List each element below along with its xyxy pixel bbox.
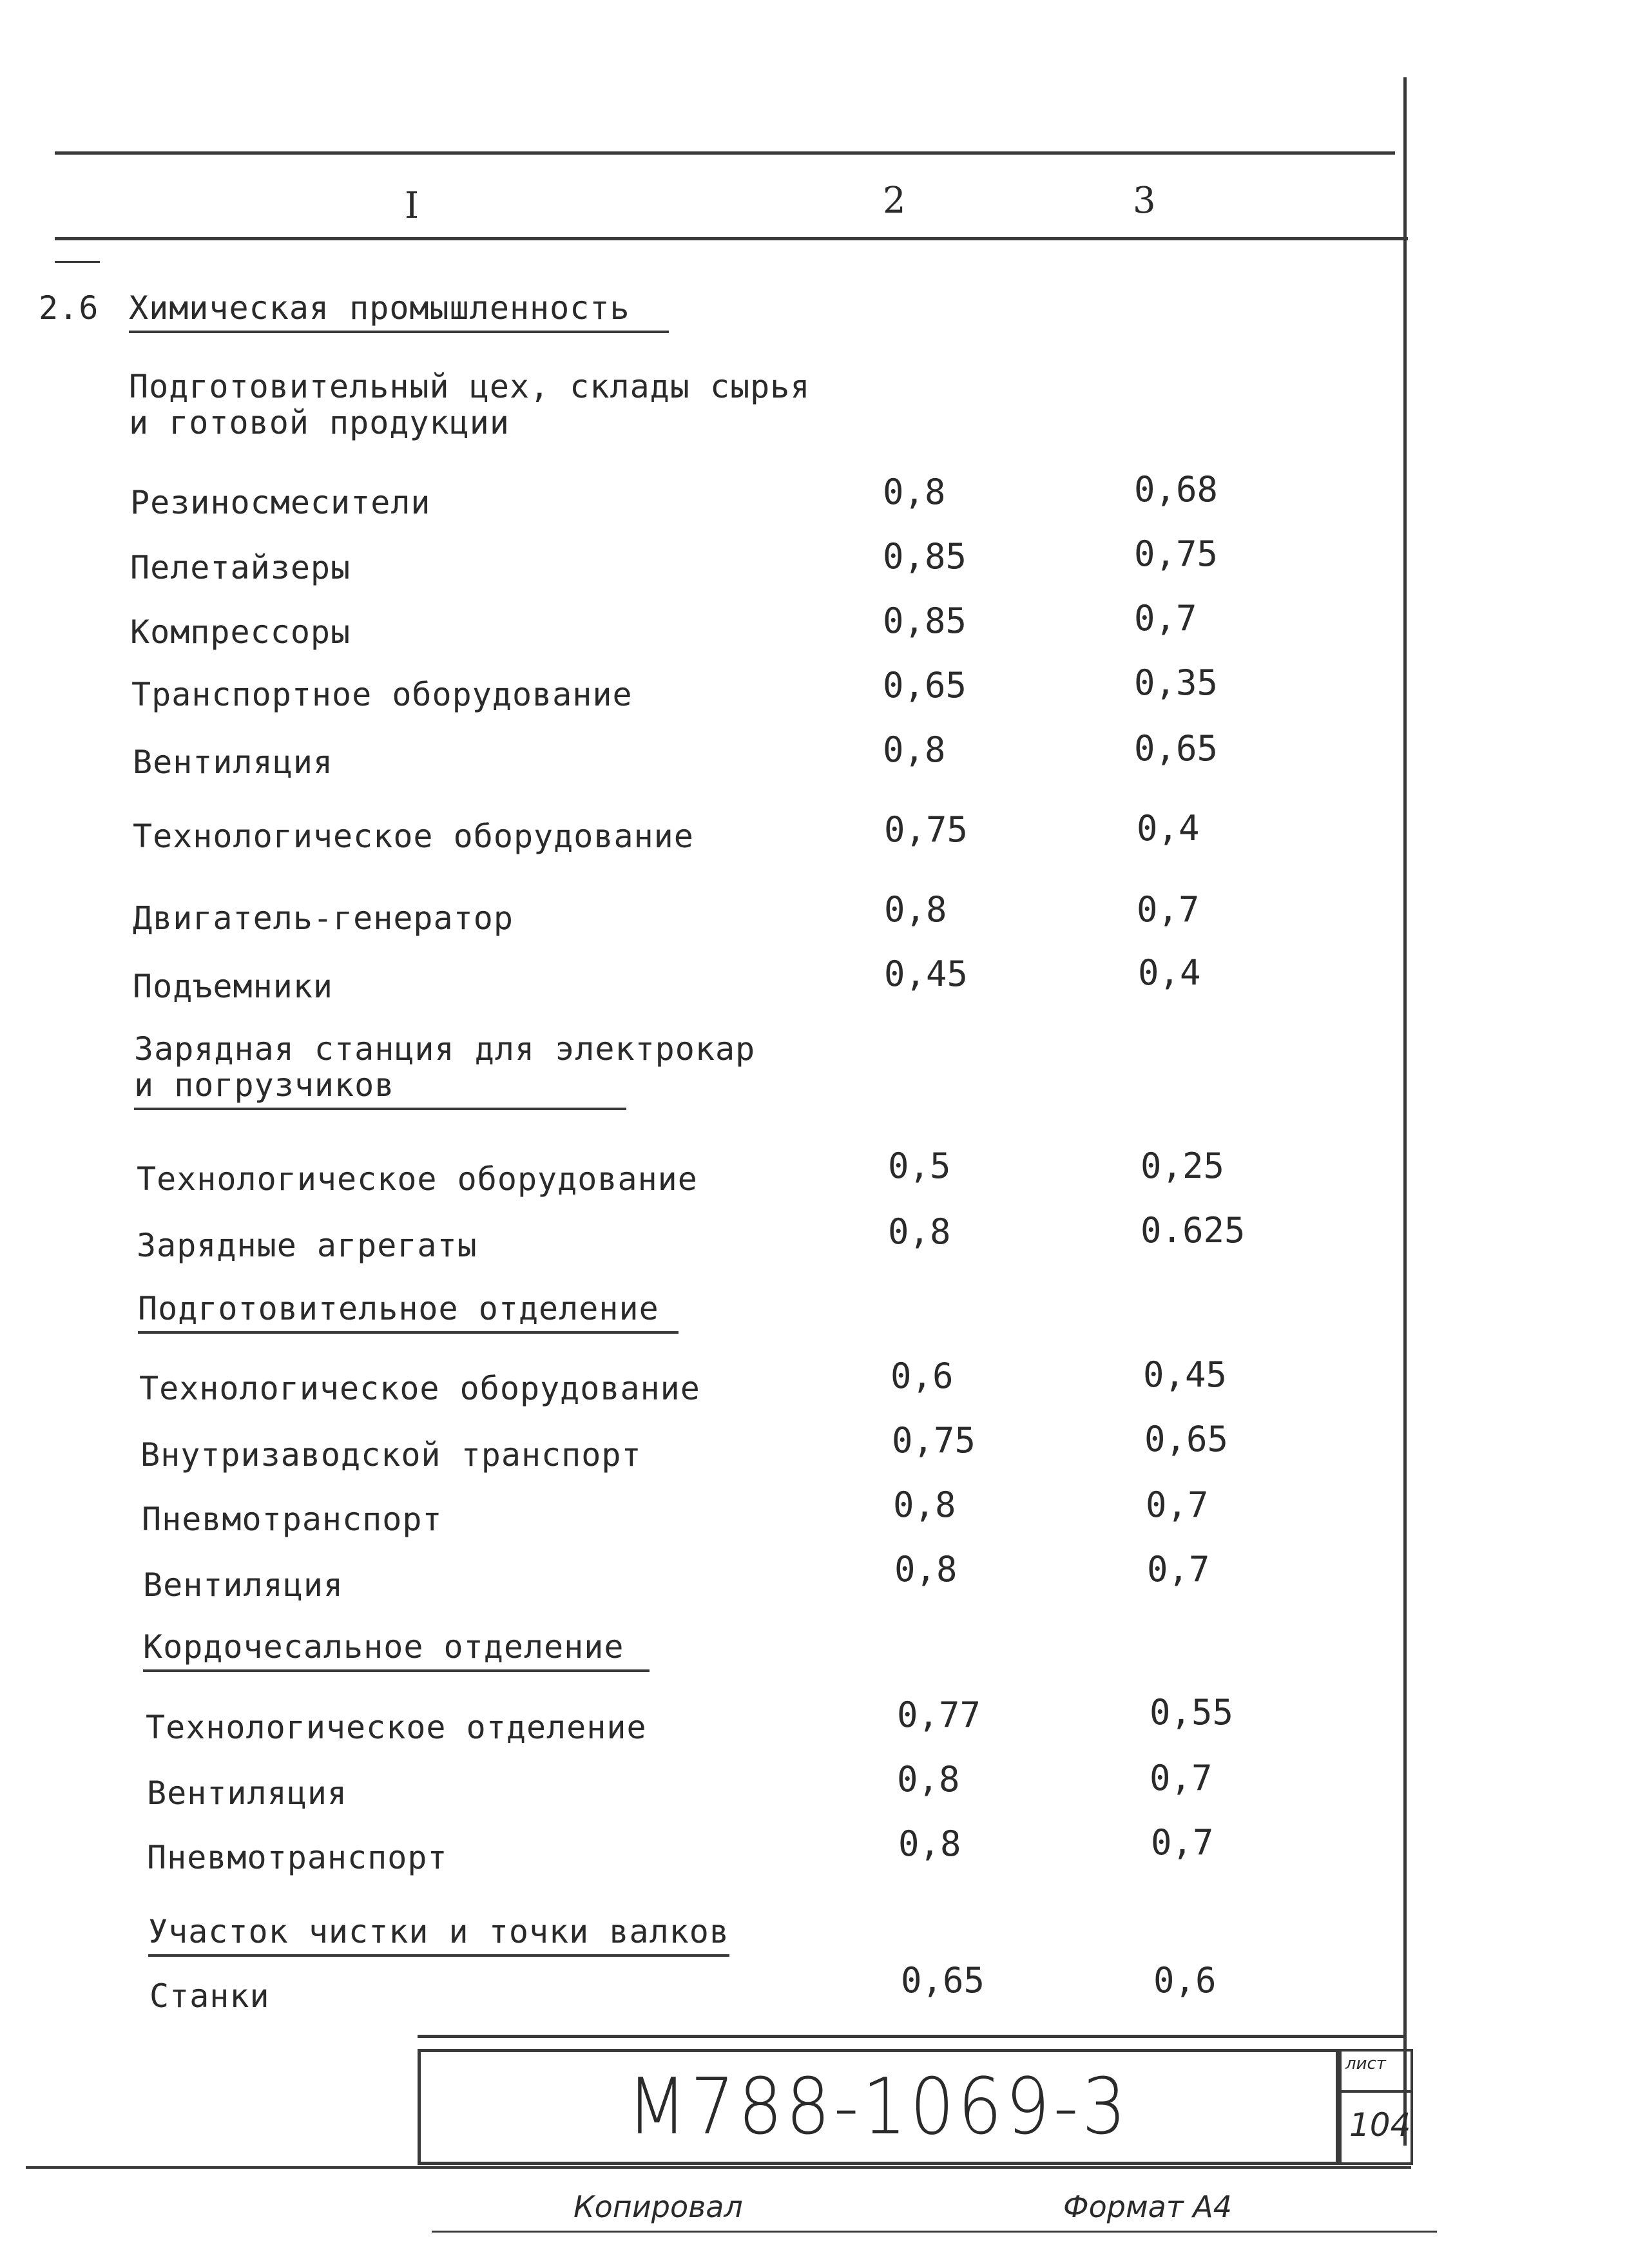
row-value-col3: 0,65 bbox=[1144, 1419, 1229, 1459]
group-title: Зарядная станция для электрокар bbox=[134, 1030, 756, 1068]
row-value-col3: 0,75 bbox=[1134, 533, 1218, 574]
section-title bbox=[129, 290, 669, 326]
row-value-col3: 0,4 bbox=[1137, 808, 1200, 849]
group-title-line2 bbox=[134, 1067, 626, 1103]
row-value-col3: 0,7 bbox=[1134, 598, 1197, 639]
row-value-col3: 0,7 bbox=[1137, 889, 1200, 930]
row-name: Пневмотранспорт bbox=[142, 1501, 443, 1538]
group-title-text: Участок чистки и точки валков bbox=[148, 1913, 729, 1957]
section-number: 2.6 bbox=[39, 289, 99, 327]
row-value-col2: 0,8 bbox=[884, 889, 947, 930]
group-title-line2: и готовой продукции bbox=[129, 404, 510, 441]
row-value-col2: 0,8 bbox=[898, 1823, 961, 1864]
sheet-number-box bbox=[1339, 2049, 1413, 2165]
row-value-col2: 0,8 bbox=[888, 1211, 951, 1252]
bottom-frame-line bbox=[26, 2166, 1411, 2169]
row-value-col2: 0,8 bbox=[894, 1549, 958, 1590]
copied-by-note: Копировал bbox=[573, 2189, 743, 2224]
stamp-top-line bbox=[418, 2035, 1403, 2038]
row-value-col2: 0,85 bbox=[883, 536, 967, 577]
row-name: Технологическое оборудование bbox=[137, 1160, 698, 1198]
row-name: Технологическое оборудование bbox=[133, 818, 694, 855]
row-name: Зарядные агрегаты bbox=[137, 1227, 477, 1264]
row-value-col2: 0,45 bbox=[884, 954, 968, 994]
row-name: Двигатель-генератор bbox=[133, 899, 514, 937]
row-value-col3: 0,35 bbox=[1134, 662, 1218, 703]
row-value-col2: 0,8 bbox=[897, 1759, 960, 1800]
group-title: Подготовительный цех, склады сырья bbox=[129, 368, 811, 405]
row-value-col3: 0,45 bbox=[1143, 1354, 1227, 1395]
sheet-box-divider bbox=[1342, 2090, 1410, 2093]
table-top-border bbox=[55, 151, 1395, 155]
row-name: Технологическое оборудование bbox=[139, 1370, 700, 1407]
row-name: Вентиляция bbox=[143, 1566, 344, 1604]
row-name: Внутризаводской транспорт bbox=[140, 1436, 642, 1474]
group-title-text: Подготовительное отделение bbox=[138, 1290, 679, 1334]
group-title bbox=[143, 1629, 650, 1665]
row-value-col3: 0,7 bbox=[1147, 1549, 1210, 1590]
row-value-col2: 0,8 bbox=[883, 472, 946, 512]
row-value-col2: 0,8 bbox=[883, 729, 946, 770]
row-value-col2: 0,8 bbox=[893, 1485, 956, 1525]
format-note: Формат А4 bbox=[1063, 2189, 1232, 2224]
column-header-3: 3 bbox=[1133, 180, 1156, 222]
row-value-col2: 0,75 bbox=[892, 1420, 976, 1461]
document-code: М788-1069-3 bbox=[626, 2062, 1130, 2152]
row-name: Резиносмесители bbox=[130, 484, 431, 521]
row-value-col2: 0,77 bbox=[897, 1695, 981, 1735]
column-header-1: I bbox=[405, 185, 419, 227]
row-value-col2: 0,65 bbox=[883, 665, 967, 706]
sheet-number: 104 bbox=[1349, 2106, 1411, 2144]
row-value-col2: 0,75 bbox=[884, 809, 968, 850]
footer-line bbox=[432, 2231, 1437, 2233]
row-name: Пелетайзеры bbox=[130, 549, 351, 586]
row-name: Вентиляция bbox=[147, 1774, 348, 1812]
row-name: Транспортное оборудование bbox=[131, 676, 633, 713]
row-name: Компрессоры bbox=[130, 613, 351, 651]
row-value-col2: 0,85 bbox=[883, 601, 967, 641]
row-name: Станки bbox=[149, 1977, 270, 2015]
row-value-col3: 0,4 bbox=[1138, 952, 1201, 993]
row-value-col2: 0,5 bbox=[888, 1146, 951, 1186]
row-name: Технологическое отделение bbox=[146, 1709, 647, 1746]
row-value-col3: 0,68 bbox=[1134, 469, 1218, 510]
section-title-text: Химическая промышленность bbox=[129, 289, 669, 333]
row-value-col3: 0,55 bbox=[1150, 1692, 1234, 1733]
column-header-2: 2 bbox=[883, 180, 906, 222]
table-right-border bbox=[1403, 77, 1407, 2146]
row-value-col3: 0.625 bbox=[1141, 1210, 1246, 1251]
row-name: Вентиляция bbox=[133, 744, 334, 781]
header-bottom-border-2 bbox=[55, 261, 100, 263]
row-value-col2: 0,65 bbox=[901, 1960, 985, 2001]
row-name: Подъемники bbox=[133, 968, 334, 1005]
row-value-col3: 0,7 bbox=[1151, 1822, 1214, 1863]
title-block bbox=[418, 2049, 1339, 2165]
row-value-col3: 0,25 bbox=[1141, 1146, 1225, 1186]
group-title-text: Кордочесальное отделение bbox=[143, 1628, 650, 1672]
group-title bbox=[148, 1914, 729, 1950]
row-value-col3: 0,6 bbox=[1153, 1960, 1217, 2001]
row-value-col3: 0,7 bbox=[1146, 1485, 1209, 1525]
group-title bbox=[138, 1291, 679, 1327]
row-name: Пневмотранспорт bbox=[147, 1839, 448, 1876]
row-value-col3: 0,65 bbox=[1134, 728, 1218, 769]
sheet-label: лист bbox=[1345, 2054, 1386, 2073]
group-title-line2-text: и погрузчиков bbox=[134, 1066, 626, 1110]
row-value-col3: 0,7 bbox=[1150, 1758, 1213, 1798]
header-bottom-border bbox=[55, 237, 1408, 240]
row-value-col2: 0,6 bbox=[891, 1356, 954, 1396]
